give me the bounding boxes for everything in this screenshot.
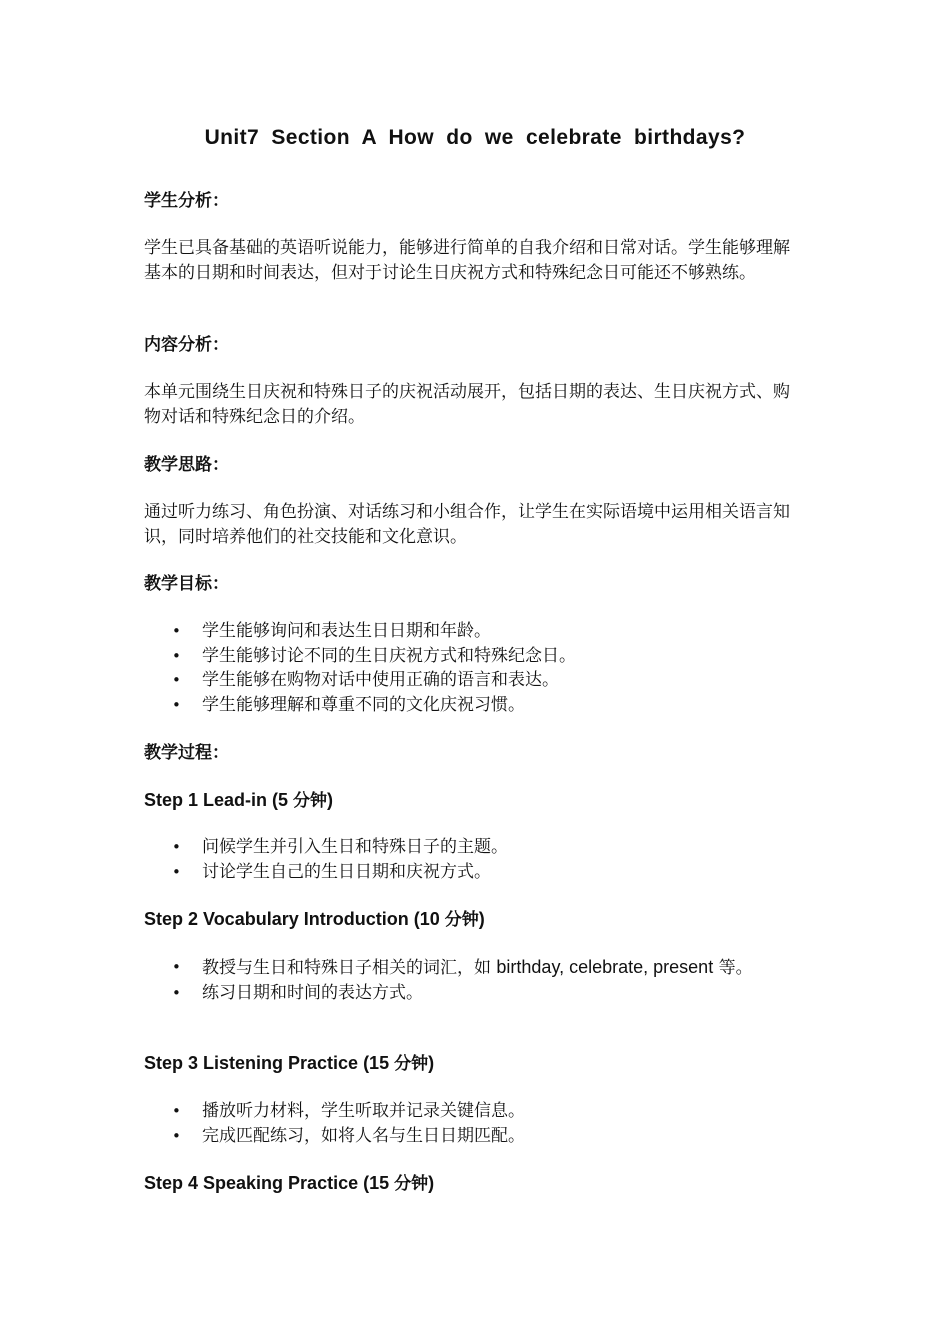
process-section	[144, 741, 800, 765]
content-analysis-section	[144, 333, 800, 357]
list-item: • 练习日期和时间的表达方式。	[144, 981, 800, 1006]
step-title-cn: 分钟	[394, 1054, 429, 1074]
step-title-cn: 分钟	[444, 910, 479, 930]
list-item	[144, 955, 800, 981]
section-heading: 教学思路：	[144, 455, 229, 475]
step-title-cn: 分钟	[394, 1174, 429, 1194]
step-title-en: Step 2 Vocabulary Introduction (10	[144, 909, 440, 929]
list-item: • 学生能够在购物对话中使用正确的语言和表达。	[144, 668, 800, 693]
step-title-cn: 分钟	[293, 791, 328, 811]
step-heading	[144, 788, 800, 813]
list-item: • 学生能够理解和尊重不同的文化庆祝习惯。	[144, 693, 800, 718]
teaching-approach-section	[144, 453, 800, 477]
list-item: • 完成匹配练习，如将人名与生日日期匹配。	[144, 1124, 800, 1149]
section-heading: 教学目标：	[144, 574, 229, 594]
page-title: Unit7 Section A How do we celebrate birthdays?	[204, 126, 746, 149]
step-heading	[144, 907, 800, 932]
objectives-section	[144, 572, 800, 596]
list-item-text-end: 等。	[718, 958, 753, 978]
step-heading	[144, 1171, 800, 1196]
step-3-list-wrap	[144, 1099, 800, 1148]
step-title-en: Step 4 Speaking Practice (15	[144, 1173, 390, 1193]
step-title-en: Step 1 Lead-in (5	[144, 790, 289, 810]
list-item: • 学生能够讨论不同的生日庆祝方式和特殊纪念日。	[144, 644, 800, 669]
step-2-list	[144, 955, 800, 1005]
step-title-end: )	[428, 1053, 435, 1073]
step-heading	[144, 1051, 800, 1076]
step-title-end: )	[478, 909, 485, 929]
step-2-list-wrap	[144, 955, 800, 1005]
step-title-en: Step 3 Listening Practice (15	[144, 1053, 390, 1073]
section-heading: 内容分析：	[144, 335, 229, 355]
step-1-list	[144, 835, 800, 884]
step-3-heading-wrap	[144, 1051, 800, 1076]
student-analysis-body	[144, 236, 800, 285]
step-title-end: )	[428, 1173, 435, 1193]
list-item: • 问候学生并引入生日和特殊日子的主题。	[144, 835, 800, 860]
teaching-approach-body	[144, 500, 800, 549]
list-item-text-cn: 教授与生日和特殊日子相关的词汇，如	[202, 958, 491, 978]
paragraph: 通过听力练习、角色扮演、对话练习和小组合作，让学生在实际语境中运用相关语言知识，同时培养他们的社交技能和文化意识。	[144, 502, 790, 547]
step-3-list	[144, 1099, 800, 1148]
paragraph: 本单元围绕生日庆祝和特殊日子的庆祝活动展开，包括日期的表达、生日庆祝方式、购物对话和特殊纪念日的介绍。	[144, 382, 790, 427]
list-item: • 讨论学生自己的生日日期和庆祝方式。	[144, 860, 800, 885]
content-analysis-body	[144, 380, 800, 429]
section-heading: 教学过程：	[144, 743, 229, 763]
step-title-end: )	[327, 790, 334, 810]
list-item: • 播放听力材料，学生听取并记录关键信息。	[144, 1099, 800, 1124]
student-analysis-section	[144, 189, 800, 213]
objectives-list	[144, 619, 800, 717]
step-2-heading-wrap	[144, 907, 800, 932]
step-1-list-wrap	[144, 835, 800, 884]
step-1-heading-wrap	[144, 788, 800, 813]
objectives-list-wrap	[144, 619, 800, 717]
list-item: • 学生能够询问和表达生日日期和年龄。	[144, 619, 800, 644]
step-4-heading-wrap	[144, 1171, 800, 1196]
vocabulary-words: birthday, celebrate, present	[496, 957, 714, 977]
section-heading: 学生分析：	[144, 191, 229, 211]
paragraph: 学生已具备基础的英语听说能力，能够进行简单的自我介绍和日常对话。学生能够理解基本的日期和时间表达，但对于讨论生日庆祝方式和特殊纪念日可能还不够熟练。	[144, 238, 790, 283]
